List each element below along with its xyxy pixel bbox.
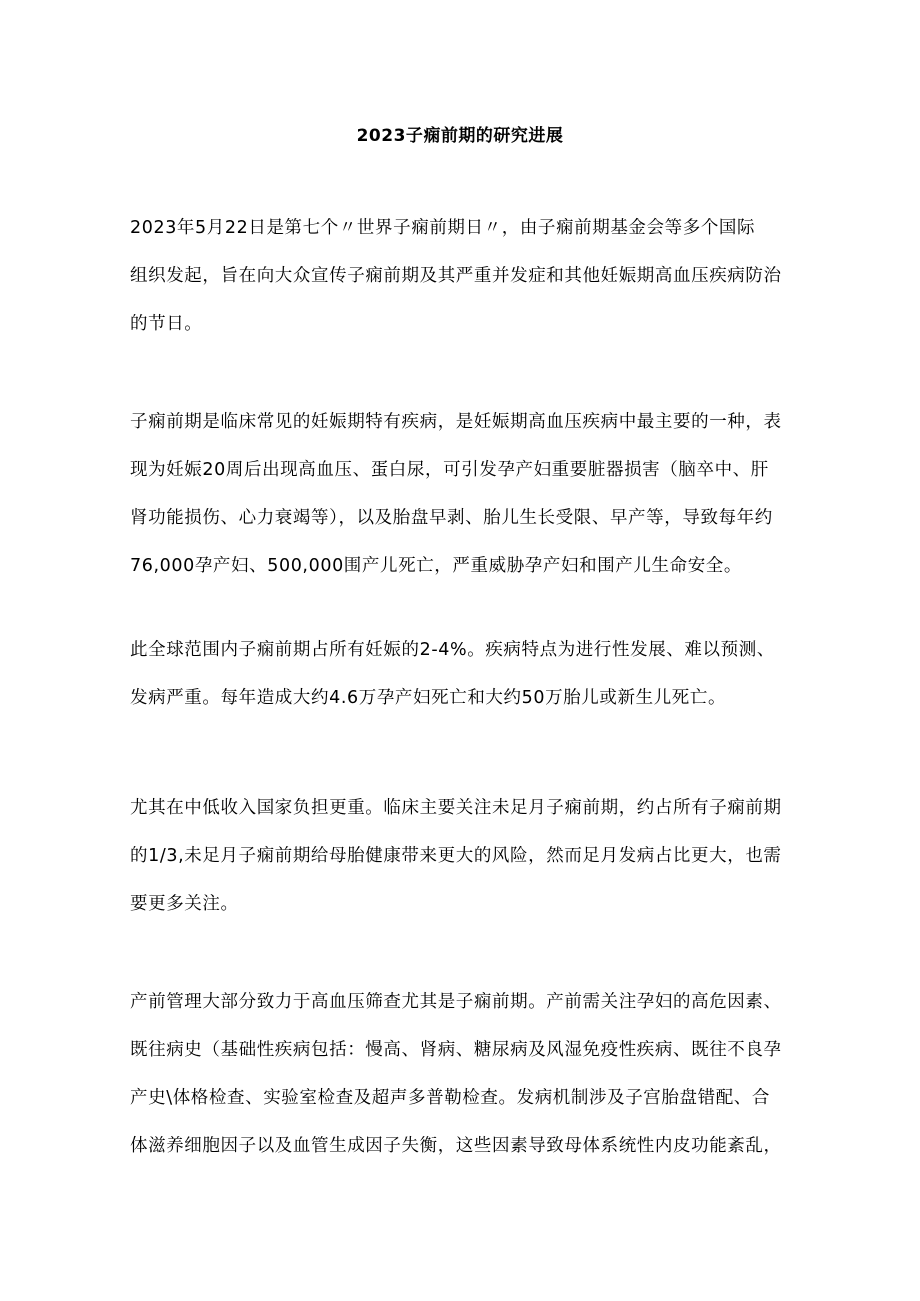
paragraph-5 [130,978,810,1170]
text-line: 此全球范围内子痫前期占所有妊娠的2-4%。疾病特点为进行性发展、难以预测、 [130,640,775,660]
paragraph-3 [130,626,810,722]
text-line: 发病严重。每年造成大约4.6万孕产妇死亡和大约50万胎儿或新生儿死亡。 [130,688,727,708]
text-line: 子痫前期是临床常见的妊娠期特有疾病，是妊娠期高血压疾病中最主要的一种，表 [130,412,782,432]
paragraph-2 [130,398,810,590]
text-line: 既往病史（基础性疾病包括：慢高、肾病、糖尿病及风湿免疫性疾病、既往不良孕 [130,1040,782,1060]
text-line: 体滋养细胞因子以及血管生成因子失衡，这些因素导致母体系统性内皮功能紊乱， [130,1136,782,1156]
text-line: 2023年5月22日是第七个〃世界子痫前期日〃，由子痫前期基金会等多个国际 [130,218,756,238]
paragraph-1 [130,204,810,348]
text-line: 肾功能损伤、心力衰竭等），以及胎盘早剥、胎儿生长受限、早产等，导致每年约 [130,508,773,528]
text-line: 现为妊娠20周后出现高血压、蛋白尿，可引发孕产妇重要脏器损害（脑卒中、肝 [130,460,769,480]
text-line: 产史\体格检查、实验室检查及超声多普勒检查。发病机制涉及子宫胎盘错配、合 [130,1088,770,1108]
text-line: 组织发起，旨在向大众宣传子痫前期及其严重并发症和其他妊娠期高血压疾病防治 [130,266,782,286]
text-line: 尤其在中低收入国家负担更重。临床主要关注未足月子痫前期，约占所有子痫前期 [130,798,782,818]
text-line: 的节日。 [130,314,203,334]
text-line: 76,000孕产妇、500,000围产儿死亡，严重威胁孕产妇和围产儿生命安全。 [130,556,742,576]
text-line: 的1/3,未足月子痫前期给母胎健康带来更大的风险，然而足月发病占比更大，也需 [130,846,782,866]
text-line: 要更多关注。 [130,894,239,914]
text-line: 产前管理大部分致力于高血压筛查尤其是子痫前期。产前需关注孕妇的高危因素、 [130,992,782,1012]
paragraph-4 [130,784,810,928]
document-title: 2023子痫前期的研究进展 [356,126,564,146]
